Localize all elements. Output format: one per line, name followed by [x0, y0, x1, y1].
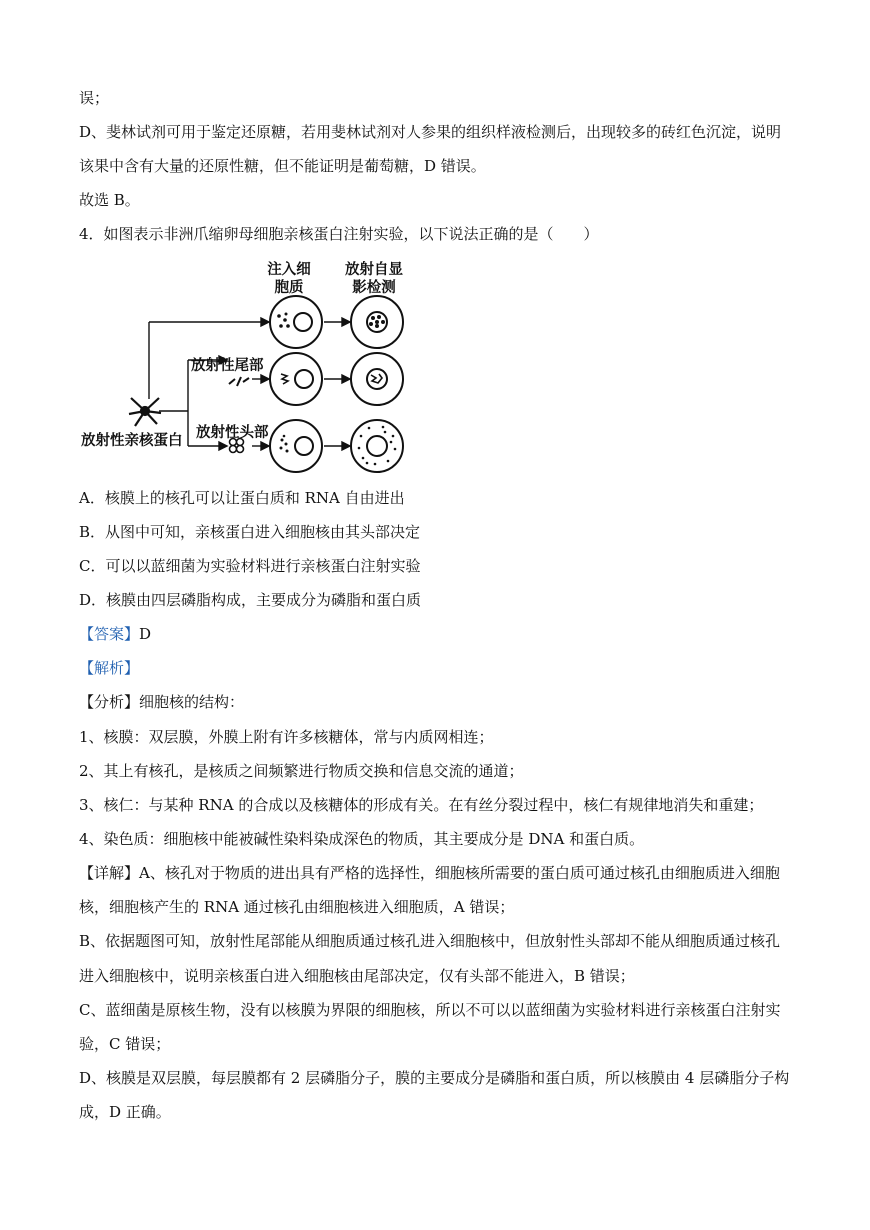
analysis-line: 核，细胞核产生的 RNA 通过核孔由细胞核进入细胞质，A 错误；: [79, 898, 515, 916]
label-radioactive-head: 放射性头部: [196, 425, 269, 441]
analysis-line: 验，C 错误；: [79, 1035, 171, 1053]
question-stem: 4．如图表示非洲爪缩卵母细胞亲核蛋白注射实验，以下说法正确的是（ ）: [79, 225, 599, 243]
cell-result-head: [351, 420, 403, 472]
analysis-line: D、核膜是双层膜，每层膜都有 2 层磷脂分子，膜的主要成分是磷脂和蛋白质，所以核膜由 4 层磷脂分子构: [79, 1069, 790, 1087]
option-d: D．核膜由四层磷脂构成，主要成分为磷脂和蛋白质: [79, 591, 422, 609]
cell-injected-whole: [270, 296, 322, 348]
analysis-line: 4、染色质：细胞核中能被碱性染料染成深色的物质，其主要成分是 DNA 和蛋白质。: [79, 830, 645, 848]
analysis-line: 1、核膜：双层膜，外膜上附有许多核糖体，常与内质网相连；: [79, 728, 494, 746]
radioactive-protein-icon: [129, 398, 161, 426]
header-autoradiography-2: 影检测: [352, 280, 396, 296]
answer-line: [79, 624, 151, 644]
cell-result-tail: [351, 353, 403, 405]
option-b: B．从图中可知，亲核蛋白进入细胞核由其头部决定: [79, 523, 421, 541]
analysis-line: 3、核仁：与某种 RNA 的合成以及核糖体的形成有关。在有丝分裂过程中，核仁有规律地消失和重建；: [79, 796, 764, 814]
nuclear-protein-injection-figure: [79, 256, 419, 476]
answer-value: D: [139, 625, 152, 643]
analysis-line: 成，D 正确。: [79, 1103, 171, 1121]
label-radioactive-tail: 放射性尾部: [191, 358, 264, 374]
label-radioactive-protein: 放射性亲核蛋白: [81, 433, 183, 449]
analysis-line: C、蓝细菌是原核生物，没有以核膜为界限的细胞核，所以不可以以蓝细菌为实验材料进行亲核蛋白注射实: [79, 1001, 781, 1019]
tail-fragment-icon: [229, 377, 249, 386]
answer-tag: 【答案】: [79, 625, 140, 643]
option-a: A．核膜上的核孔可以让蛋白质和 RNA 自由进出: [79, 489, 405, 507]
text-line: D、斐林试剂可用于鉴定还原糖，若用斐林试剂对人参果的组织样液检测后，出现较多的砖红色沉淀，说明: [79, 123, 782, 141]
text-line: 误；: [79, 89, 110, 107]
analysis-line: 【详解】A、核孔对于物质的进出具有严格的选择性，细胞核所需要的蛋白质可通过核孔由细胞质进入细胞: [79, 864, 780, 882]
option-c: C．可以以蓝细菌为实验材料进行亲核蛋白注射实验: [79, 557, 421, 575]
analysis-line: B、依据题图可知，放射性尾部能从细胞质通过核孔进入细胞核中，但放射性头部却不能从细胞质通过核孔: [79, 932, 781, 950]
header-autoradiography-1: 放射自显: [345, 262, 403, 278]
cell-injected-head: [270, 420, 322, 472]
analysis-tag: 【解析】: [79, 659, 140, 677]
text-line: 故选 B。: [79, 191, 140, 209]
analysis-line: 【分析】细胞核的结构：: [79, 693, 245, 711]
analysis-line: 进入细胞核中，说明亲核蛋白进入细胞核由尾部决定，仅有头部不能进入，B 错误；: [79, 967, 635, 985]
header-inject-cytoplasm-2: 胞质: [274, 280, 304, 296]
header-inject-cytoplasm-1: 注入细: [267, 262, 311, 278]
analysis-line: 2、其上有核孔，是核质之间频繁进行物质交换和信息交流的通道；: [79, 762, 524, 780]
cell-injected-tail: [270, 353, 322, 405]
text-line: 该果中含有大量的还原性糖，但不能证明是葡萄糖，D 错误。: [79, 157, 486, 175]
